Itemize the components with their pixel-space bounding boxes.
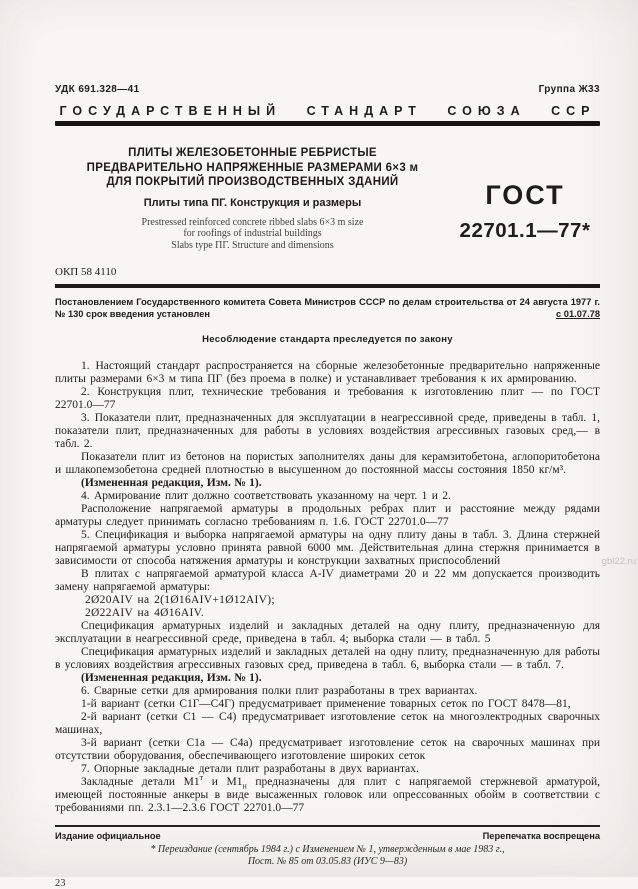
okp-code: ОКП 58 4110 [55,265,117,278]
body-paragraph: 7. Опорные закладные детали плит разработаны в двух вариантах. [81,762,419,775]
gost-label: ГОСТ [485,180,565,210]
body-paragraph: В плитах с напрягаемой арматурой класса А-IV диаметрами 20 и 22 мм допускается производить замену напрягаемой арматуры: [55,567,600,593]
udk-code: УДК 691.328—41 [55,84,140,95]
footnote-line: Пост. № 85 от 03.05.83 (ИУС 9—83) [247,856,408,868]
title-line: ПРЕДВАРИТЕЛЬНО НАПРЯЖЕННЫЕ РАЗМЕРАМИ 6×3 м [86,161,419,174]
title-en-line: Prestressed reinforced concrete ribbed slabs 6×3 m size [141,216,364,228]
title-en-line: Slabs type ПГ. Structure and dimensions [171,240,334,252]
rebar-substitution-formula: 2Ø22АIV на 4Ø16АIV. [85,606,204,619]
text-segment: Закладные детали М1 [81,775,200,788]
rebar-substitution-formula: 2Ø20АIV на 2(1Ø16АIV+1Ø12АIV); [85,593,275,606]
document-body [55,360,600,815]
body-paragraph: 4. Армирование плит должно соответствовать указанному на черт. 1 и 2. [81,489,451,502]
effective-date: с 01.07.78 [556,309,600,320]
decree-text: Постановлением Государственного комитета Совета Министров СССР по делам строительства от 24 августа 1977 г. № 130 срок введения установлен [55,296,600,320]
law-notice: Несоблюдение стандарта преследуется по закону [202,333,453,345]
gost-number: 22701.1—77* [459,219,591,242]
header-rule [55,121,600,126]
body-paragraph: 1-й вариант (сетки С1Г—С4Г) предусматривает применение товарных сеток по ГОСТ 8478—81, [81,697,571,710]
body-paragraph: Показатели плит из бетонов на пористых заполнителях даны для керамзитобетона, аглопоритобетона и шлакопемзобетона средней плотностью в высушенном до постоянной массы состояния 1850 кг/м³. [55,450,600,476]
body-paragraph: 5. Спецификация и выборка напрягаемой арматуры на одну плиту даны в табл. 3. Длина стержней напрягаемой арматуры условно принята равной 6000 мм. Действительная длина стержня принимается в зависимости от способа натяжения арматуры и конструкции захватных приспособлений [55,528,600,567]
body-paragraph-embedded-details [55,773,600,815]
section-rule [55,284,600,288]
subscript-n: н [242,781,247,791]
footer-row [55,831,600,841]
site-watermark: gbl22.ru [601,556,636,567]
gost-number-block [450,146,600,252]
title-en-line: for roofings of industrial buildings [183,228,322,240]
decree-block [55,296,600,321]
page-number: 23 [55,877,66,889]
body-paragraph: 6. Сварные сетки для армирования полки плит разработаны в трех вариантах. [81,684,478,697]
body-paragraph: 1. Настоящий стандарт распространяется на сборные железобетонные предварительно напряженные плиты размерами 6×3 м типа ПГ (без проема в полке) и устанавливает требования к их армированию. [55,359,600,385]
meta-row [55,84,600,95]
title-english [55,217,450,252]
footer-rule [55,825,600,827]
group-code: Группа Ж33 [538,84,600,95]
title-block [55,146,450,252]
title-subtitle: Плиты типа ПГ. Конструкция и размеры [143,196,362,209]
reprint-prohibited-label: Перепечатка воспрещена [482,830,600,841]
body-paragraph: Спецификация арматурных изделий и закладных деталей на одну плиту, предназначенную для работы в условиях воздействия агрессивных газовых сред, приведена в табл. 6, выборка стали — в табл. 7. [55,645,600,671]
body-paragraph: 3-й вариант (сетки С1а — С4а) предусматривает изготовление сеток на сварочных машинах при отсутствии оборудования, обеспечивающего изготовление широких сеток [55,736,600,762]
title-line: ДЛЯ ПОКРЫТИЙ ПРОИЗВОДСТВЕННЫХ ЗДАНИЙ [106,176,399,188]
amendment-note: (Измененная редакция, Изм. № 1). [81,671,262,684]
amendment-note: (Измененная редакция, Изм. № 1). [81,476,262,489]
title-zone [55,146,600,252]
text-segment: предназначены для плит с напрягаемой стержневой арматурой, имеющей постоянные анкеры в виде высаженных головок или опрессованных обойм в соответствии с требованиями пп. 2.3.1—2.3.6 ГОСТ 22701.0—77 [55,775,600,814]
superscript-t: т [199,773,204,783]
footnote-line: * Переиздание (сентябрь 1984 г.) с Изменением № 1, утвержденным в мае 1983 г., [150,843,505,855]
text-segment: и М1 [203,775,243,788]
body-paragraph: 3. Показатели плит, предназначенных для эксплуатации в неагрессивной среде, приведены в табл. 1, показатели плит, предназначенных для работы в условиях воздействия агрессивных газовых сред,— в табл. 2. [55,411,600,450]
title-russian [55,146,450,190]
body-paragraph: Расположение напрягаемой арматуры в продольных ребрах плит и расстояние между рядами арматуры следует принимать согласно требованиям п. 1.6. ГОСТ 22701.0—77 [55,502,600,528]
official-edition-label: Издание официальное [55,830,161,841]
reissue-footnote [55,844,600,869]
body-paragraph: 2-й вариант (сетки С1 — С4) предусматривает изготовление сеток на многоэлектродных сварочных машинах, [55,710,600,736]
body-paragraph: Спецификация арматурных изделий и закладных деталей на одну плиту, предназначенную для эксплуатации в неагрессивной среде, приведена в табл. 4; выборка стали — в табл. 5 [55,619,600,645]
body-paragraph: 2. Конструкция плит, технические требования и требования к изготовлению плит — по ГОСТ 22701.0—77 [55,385,600,411]
title-line: ПЛИТЫ ЖЕЛЕЗОБЕТОННЫЕ РЕБРИСТЫЕ [128,147,377,159]
state-standard-header: ГОСУДАРСТВЕННЫЙ СТАНДАРТ СОЮЗА ССР [59,104,596,118]
